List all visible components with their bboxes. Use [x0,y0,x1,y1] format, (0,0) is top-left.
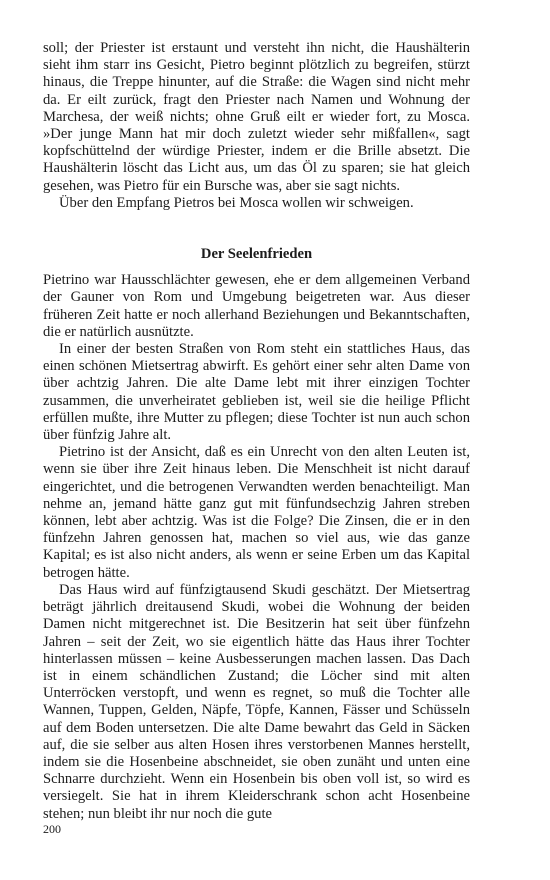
paragraph: Pietrino war Hausschlächter gewesen, ehe er dem allgemeinen Verband der Gauner von Rom und Umgebung beigetreten war. Aus dieser früheren Zeit hatte er noch allerhand Beziehungen und Bekanntschaften, die er natürlich ausnützte. [43,272,470,340]
paragraph: In einer der besten Straßen von Rom steht ein stattliches Haus, das einen schönen Mietsertrag abwirft. Es gehört einer sehr alten Dame von über achtzig Jahren. Die alte Dame lebt mit ihrer einzigen Tochter zusammen, die unverheiratet geblieben ist, weil sie die heilige Pflicht erfüllen mußte, ihre Mutter zu pflegen; diese Tochter ist nun auch schon über fünfzig Jahre alt. [43,341,470,444]
page-body [43,40,470,823]
section-heading: Der Seelenfrieden [200,246,313,263]
paragraph: Pietrino ist der Ansicht, daß es ein Unrecht von den alten Leuten ist, wenn sie über ihre Zeit hinaus leben. Die Menschheit ist nicht darauf eingerichtet, und die betrogenen Verwandten werden benachteiligt. Man nehme an, jemand hätte ganz gut mit fünfundsechzig Jahren streben können, lebt aber achtzig. Was ist die Folge? Die Zinsen, die er in den fünfzehn Jahren genossen hat, machen so viel aus, wie das ganze Kapital; es ist also nicht anders, als wenn er seine Erben um das Kapital betrogen hätte. [43,444,470,581]
paragraph: Über den Empfang Pietros bei Mosca wollen wir schweigen. [59,194,414,211]
page-number: 200 [43,822,61,836]
paragraph: Das Haus wird auf fünfzigtausend Skudi geschätzt. Der Mietsertrag beträgt jährlich dreitausend Skudi, wobei die Wohnung der beiden Damen nicht mitgerechnet ist. Die Besitzerin hat seit über fünfzehn Jahren – seit der Zeit, wo sie eigentlich hätte das Haus ihrer Tochter hinterlassen müssen – keine Ausbesserungen machen lassen. Das Dach ist in einem schändlichen Zustand; die Löcher sind mit alten Unterröcken verstopft, und wenn es regnet, so muß die Tochter alle Wannen, Tuppen, Gelden, Näpfe, Töpfe, Kannen, Fässer und Schüsseln auf dem Boden untersetzen. Die alte Dame bewahrt das Geld in Säcken auf, die sie selber aus alten Hosen ihres verstorbenen Mannes herstellt, indem sie die Hosenbeine abschneidet, sie oben zunäht und unten eine Schnarre durchzieht. Wenn ein Hosenbein bis oben voll ist, so wird es versiegelt. Sie hat in ihrem Kleiderschrank schon acht Hosenbeine stehen; nun bleibt ihr nur noch die gute [43,581,470,822]
paragraph: soll; der Priester ist erstaunt und versteht ihn nicht, die Haushälterin sieht ihm starr ins Gesicht, Pietro beginnt plötzlich zu begreifen, stürzt hinaus, die Treppe hinunter, auf die Straße: die Wagen sind nicht mehr da. Er eilt zurück, fragt den Priester nach Namen und Wohnung der Marchesa, der weiß nichts; ohne Gruß eilt er wieder fort, zu Mosca. »Der junge Mann hat mir doch zuletzt wieder sehr mißfallen«, sagt kopfschüttelnd der würdige Priester, indem er die Brille absetzt. Die Haushälterin löscht das Licht aus, um das Öl zu sparen; sie hat gleich gesehen, was Pietro für ein Bursche was, aber sie sagt nichts. [43,40,470,194]
